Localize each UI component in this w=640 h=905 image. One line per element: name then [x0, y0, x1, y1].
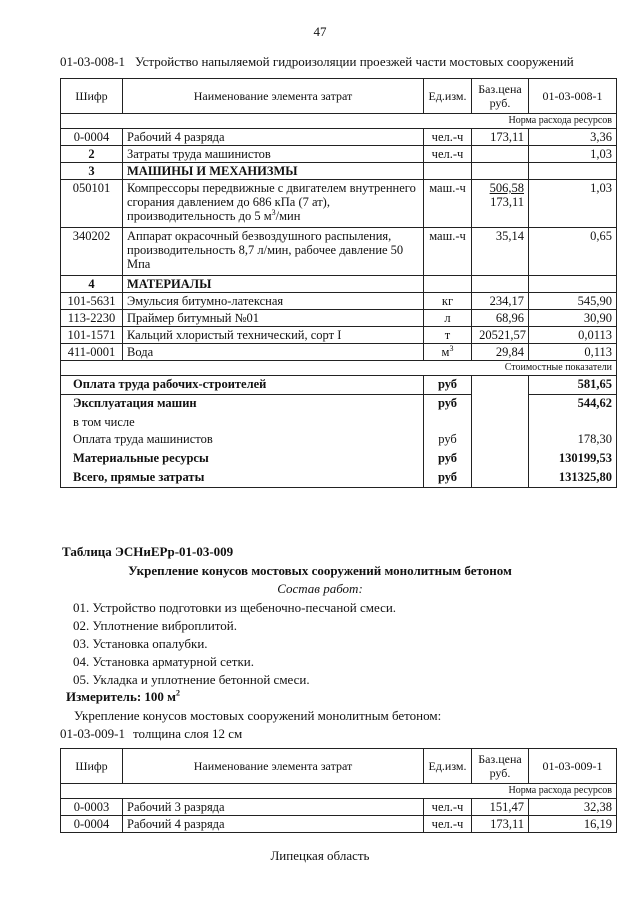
row-code: 0-0004 — [61, 129, 123, 146]
row-value: 30,90 — [529, 310, 617, 327]
table-row — [61, 799, 617, 816]
row-name: Рабочий 4 разряда — [123, 129, 424, 146]
row-unit-sup: 3 — [449, 343, 454, 353]
row-value: 0,113 — [529, 344, 617, 361]
summary-row — [61, 395, 617, 414]
row-name: Праймер битумный №01 — [123, 310, 424, 327]
meter-text: Измеритель: 100 м — [66, 689, 177, 704]
row-code: 0-0003 — [61, 799, 123, 816]
summary-row — [61, 414, 617, 431]
row-unit: кг — [424, 293, 472, 310]
meter-sup: 2 — [176, 688, 181, 698]
summary-unit: руб — [424, 450, 472, 469]
row-name: Кальций хлористый технический, сорт I — [123, 327, 424, 344]
table-subtitle: Укрепление конусов мостовых сооружений монолитным бетоном — [128, 563, 512, 578]
row-unit: маш.-ч — [424, 180, 472, 228]
norm-label: Норма расхода ресурсов — [61, 114, 617, 129]
row-code: 101-1571 — [61, 327, 123, 344]
row-name: Затраты труда машинистов — [123, 146, 424, 163]
row-price — [472, 146, 529, 163]
table-row — [61, 276, 617, 293]
header-name: Наименование элемента затрат — [123, 79, 424, 114]
header-norm-code: 01-03-008-1 — [529, 79, 617, 114]
list-item: 05. Укладка и уплотнение бетонной смеси. — [73, 672, 310, 687]
summary-value: 544,62 — [529, 395, 617, 414]
table-row — [61, 180, 617, 228]
summary-value: 130199,53 — [529, 450, 617, 469]
row-value: 1,03 — [529, 146, 617, 163]
row-unit: т — [424, 327, 472, 344]
table-row — [61, 228, 617, 276]
row-price: 173,11 — [472, 816, 529, 833]
row-unit: маш.-ч — [424, 228, 472, 276]
row-name: Рабочий 3 разряда — [123, 799, 424, 816]
row-code: 0-0004 — [61, 816, 123, 833]
header-cipher: Шифр — [61, 79, 123, 114]
row-name: МАШИНЫ И МЕХАНИЗМЫ — [123, 163, 424, 180]
row-name-text: Компрессоры передвижные с двигателем внутреннего сгорания давлением до 686 кПа (7 ат), производительность до 5 м — [127, 181, 416, 223]
summary-row — [61, 469, 617, 488]
row-price-2: 173,11 — [490, 195, 524, 209]
row-value: 3,36 — [529, 129, 617, 146]
row-code: 340202 — [61, 228, 123, 276]
row-value: 1,03 — [529, 180, 617, 228]
table-row — [61, 816, 617, 833]
section-title: Устройство напыляемой гидроизоляции проезжей части мостовых сооружений — [135, 54, 574, 69]
table-row — [61, 344, 617, 361]
section-heading — [60, 54, 620, 70]
cost-label-row — [61, 361, 617, 376]
row-price: 68,96 — [472, 310, 529, 327]
summary-row — [61, 431, 617, 450]
row-price: 35,14 — [472, 228, 529, 276]
table-title: Таблица ЭСНиЕРр-01-03-009 — [62, 544, 234, 559]
row-price: 29,84 — [472, 344, 529, 361]
meter-label — [66, 689, 180, 705]
row-name: Аппарат окрасочный безвоздушного распыления, производительность 8,7 л/мин, рабочее давление 50 Мпа — [123, 228, 424, 276]
row-price-1: 506,58 — [489, 181, 524, 195]
table-row — [61, 163, 617, 180]
summary-value: 581,65 — [529, 376, 617, 395]
row-code: 4 — [61, 276, 123, 293]
page-number: 47 — [313, 24, 327, 39]
row-unit: чел.-ч — [424, 129, 472, 146]
work-composition-title: Состав работ: — [277, 581, 363, 596]
header-unit: Ед.изм. — [424, 79, 472, 114]
summary-name: Оплата труда рабочих-строителей — [61, 376, 424, 395]
list-item: 04. Установка арматурной сетки. — [73, 654, 254, 669]
work-list — [73, 599, 396, 689]
row-price: 20521,57 — [472, 327, 529, 344]
row-value: 0,65 — [529, 228, 617, 276]
table-row — [61, 129, 617, 146]
section-code: 01-03-008-1 — [60, 54, 125, 69]
summary-name: Материальные ресурсы — [61, 450, 424, 469]
header-cipher: Шифр — [61, 749, 123, 784]
row-price: 234,17 — [472, 293, 529, 310]
row-name — [123, 180, 424, 228]
summary-name: Оплата труда машинистов — [61, 431, 424, 450]
variant-text: толщина слоя 12 см — [133, 726, 243, 741]
row-code: 3 — [61, 163, 123, 180]
cost-label: Стоимостные показатели — [61, 361, 617, 376]
summary-value: 178,30 — [529, 431, 617, 450]
summary-name: Эксплуатация машин — [61, 395, 424, 414]
table-row — [61, 293, 617, 310]
work-description: Укрепление конусов мостовых сооружений монолитным бетоном: — [74, 708, 442, 723]
header-unit: Ед.изм. — [424, 749, 472, 784]
list-item: 03. Установка опалубки. — [73, 636, 208, 651]
list-item: 01. Устройство подготовки из щебеночно-песчаной смеси. — [73, 600, 397, 615]
row-name: Рабочий 4 разряда — [123, 816, 424, 833]
row-code: 411-0001 — [61, 344, 123, 361]
row-value: 16,19 — [529, 816, 617, 833]
table-row — [61, 146, 617, 163]
summary-unit: руб — [424, 431, 472, 450]
summary-unit: руб — [424, 395, 472, 414]
row-price: 173,11 — [472, 129, 529, 146]
header-norm-code: 01-03-009-1 — [529, 749, 617, 784]
summary-row — [61, 376, 617, 395]
summary-name: Всего, прямые затраты — [61, 469, 424, 488]
row-price: 151,47 — [472, 799, 529, 816]
list-item: 02. Уплотнение виброплитой. — [73, 618, 238, 633]
row-unit: л — [424, 310, 472, 327]
row-code: 050101 — [61, 180, 123, 228]
row-value: 545,90 — [529, 293, 617, 310]
header-price: Баз.цена руб. — [472, 749, 529, 784]
variant-line — [60, 726, 242, 742]
header-price: Баз.цена руб. — [472, 79, 529, 114]
footer-region: Липецкая область — [270, 848, 370, 863]
row-name: Эмульсия битумно-латексная — [123, 293, 424, 310]
row-name-tail: /мин — [275, 209, 301, 223]
row-unit-text: м — [441, 345, 450, 359]
norm-label: Норма расхода ресурсов — [61, 784, 617, 799]
row-unit: чел.-ч — [424, 146, 472, 163]
header-name: Наименование элемента затрат — [123, 749, 424, 784]
row-value: 32,38 — [529, 799, 617, 816]
norm-label-row — [61, 784, 617, 799]
row-unit: чел.-ч — [424, 816, 472, 833]
summary-unit: руб — [424, 376, 472, 395]
table-header-row — [61, 749, 617, 784]
row-name-sup: 3 — [271, 207, 276, 217]
table-row — [61, 310, 617, 327]
summary-unit: руб — [424, 469, 472, 488]
row-name: Вода — [123, 344, 424, 361]
row-price — [472, 180, 529, 228]
summary-value: 131325,80 — [529, 469, 617, 488]
row-unit: чел.-ч — [424, 799, 472, 816]
row-name: МАТЕРИАЛЫ — [123, 276, 424, 293]
resource-table-1 — [60, 78, 617, 488]
variant-code: 01-03-009-1 — [60, 726, 125, 741]
table-row — [61, 327, 617, 344]
norm-label-row — [61, 114, 617, 129]
row-code: 2 — [61, 146, 123, 163]
row-value: 0,0113 — [529, 327, 617, 344]
row-code: 101-5631 — [61, 293, 123, 310]
table-header-row — [61, 79, 617, 114]
summary-row — [61, 450, 617, 469]
row-unit — [424, 344, 472, 361]
summary-name: в том числе — [61, 414, 424, 431]
resource-table-2 — [60, 748, 617, 833]
row-code: 113-2230 — [61, 310, 123, 327]
